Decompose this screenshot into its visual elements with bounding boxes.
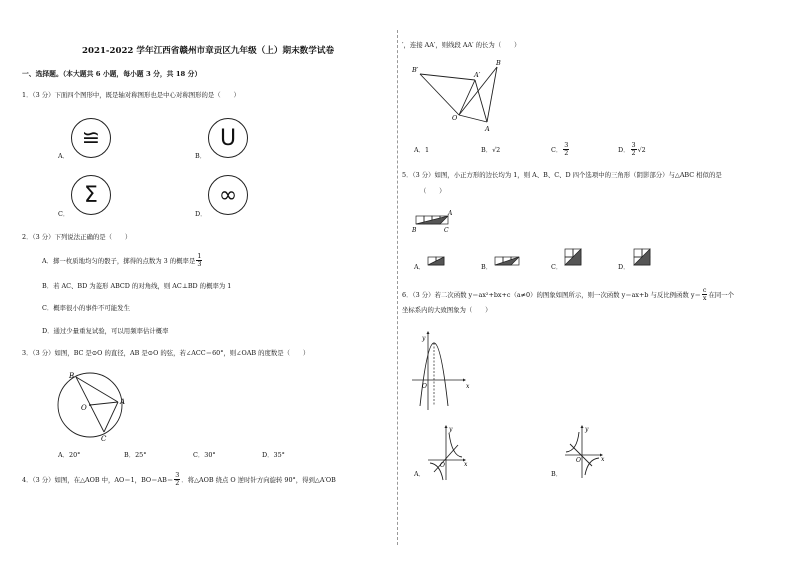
q2-stem: 2．（3 分）下列说法正确的是（ ）: [22, 233, 132, 241]
point-label: C: [101, 435, 107, 443]
q4-option-d: D． $\frac{3}{2}$ √2: [618, 141, 646, 157]
q6-option-b: B．: [551, 470, 563, 478]
letter-u-icon: U: [208, 118, 248, 158]
q5-stem: 5．（3 分）如图，小正方形的边长均为 1，则 A、B、C、D 四个选项中的三角形（阴影部分）与△ABC 相似的是: [402, 171, 722, 179]
point-label: B′: [412, 66, 419, 74]
q3-option-d: D．35°: [262, 451, 285, 459]
point-label: A′: [474, 71, 481, 79]
q2-option-b: B．若 AC、BD 为菱形 ABCD 的对角线，则 AC⊥BD 的概率为 1: [42, 282, 232, 290]
q5-option-a: A．: [414, 263, 426, 271]
q4-stem: 4．（3 分）如图，在△AOB 中，AO＝1，BO＝AB＝ $\frac{3}{2}$ ．将△AOB 绕点 O 逆时针方向旋转 90°，得到△A′OB: [22, 471, 336, 487]
q5-option-c: C．: [551, 263, 563, 271]
point-label: O: [81, 404, 87, 412]
q3-option-b: B．25°: [124, 451, 147, 459]
point-label: A: [120, 398, 126, 406]
axis-label: O: [422, 383, 427, 390]
q6-stem: 6．（3 分）若二次函数 y＝ax²+bx+c（a≠0）的图象如图所示，则一次函数 y＝ax+b 与反比例函数 y＝ $\frac{c}{x}$ 在同一个: [402, 286, 735, 302]
q1-option-a: A．: [58, 152, 70, 160]
point-label: B: [496, 59, 501, 67]
q1-option-c: C．: [58, 210, 70, 218]
point-label: C: [444, 227, 449, 234]
q4-option-c: C． $\frac{3}{2}$: [551, 141, 569, 157]
q4-option-a: A．1: [414, 146, 430, 154]
q3-stem: 3．（3 分）如图，BC 是⊙O 的直径，AB 是⊙O 的弦，若∠ACC＝60°，则∠OAB 的度数是（ ）: [22, 349, 310, 357]
axis-label: x: [464, 461, 468, 468]
point-label: A: [485, 125, 490, 133]
fraction: $\frac{1}{3}$: [197, 252, 202, 268]
q1-option-d: D．: [195, 210, 207, 218]
page-title: 2021-2022 学年江西省赣州市章贡区九年级（上）期末数学试卷: [82, 46, 335, 56]
q1-option-b: B．: [195, 152, 207, 160]
infinity-icon: ∞: [208, 175, 248, 215]
q3-option-a: A．20°: [58, 451, 81, 459]
q5-paren: （ ）: [420, 187, 446, 195]
q6-stem-continued: 坐标系内的大致图象为（ ）: [402, 306, 492, 314]
point-label: B: [69, 372, 75, 380]
axis-label: y: [585, 426, 589, 433]
axis-label: x: [601, 456, 605, 463]
q5-option-d: D．: [618, 263, 630, 271]
axis-label: O: [440, 462, 445, 469]
section-heading: 一、选择题。（本大题共 6 小题，每小题 3 分，共 18 分）: [22, 70, 202, 78]
point-label: A: [448, 210, 453, 217]
axis-label: x: [466, 383, 470, 390]
q2-option-d: D．通过少量重复试验，可以用频率估计概率: [42, 327, 169, 335]
q6-option-a: A．: [414, 470, 426, 478]
axis-label: y: [422, 335, 426, 342]
fraction: $\frac{3}{2}$: [175, 471, 180, 487]
q2-option-c: C．概率很小的事件不可能发生: [42, 304, 130, 312]
q2-option-a: A．掷一枚质地均匀的骰子，掷得的点数为 3 的概率是 $\frac{1}{3}$: [42, 252, 202, 268]
sigma-icon: Σ: [71, 175, 111, 215]
q5-option-b: B．: [481, 263, 493, 271]
axis-label: O: [576, 457, 581, 464]
axis-label: y: [449, 426, 453, 433]
point-label: O: [452, 114, 458, 122]
q3-option-c: C．30°: [193, 451, 216, 459]
point-label: B: [412, 227, 417, 234]
q4-option-b: B．√2: [481, 146, 501, 154]
q1-stem: 1．（3 分）下面四个图形中，既是轴对称图形也是中心对称图形的是（ ）: [22, 91, 240, 99]
q4-stem-continued: ′，连接 AA′，则线段 AA′ 的长为（ ）: [402, 41, 521, 49]
congruent-symbol-icon: ≌: [71, 118, 111, 158]
